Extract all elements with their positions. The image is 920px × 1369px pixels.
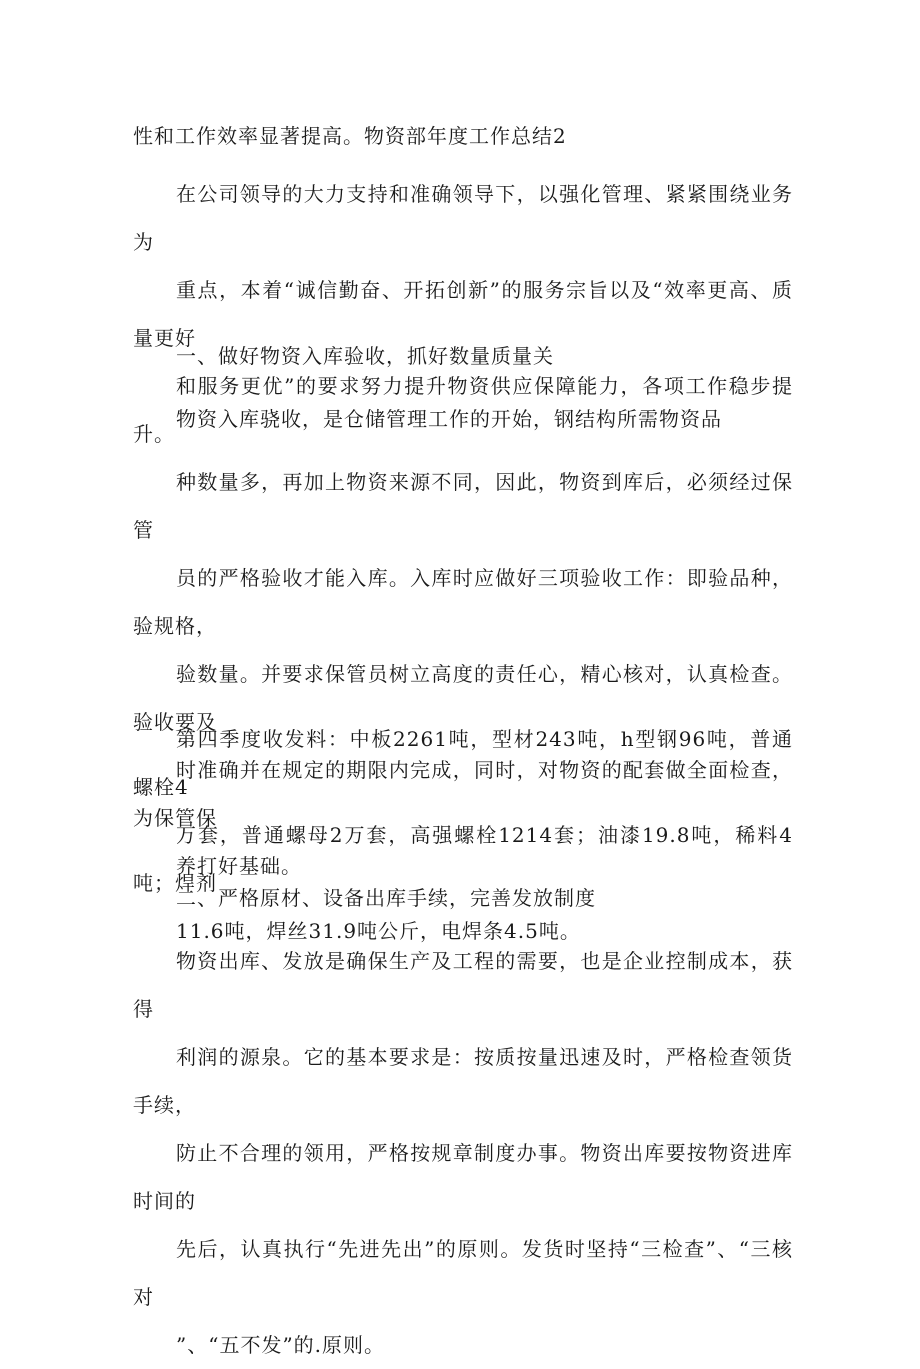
text-line: 和服务更优”的要求努力提升物资供应保障能力，各项工作稳步提升。 — [133, 374, 793, 446]
text-line: 重点，本着“诚信勤奋、开拓创新”的服务宗旨以及“效率更高、质量更好 — [133, 278, 793, 350]
text-line: 第四季度收发料：中板2261吨，型材243吨，h型钢96吨，普通螺栓4 — [133, 727, 793, 799]
section-heading-2 — [133, 874, 793, 922]
paragraph-inbound-intro — [133, 395, 793, 443]
text-line: 时准确并在规定的期限内完成，同时，对物资的配套做全面检查，为保管保 — [133, 758, 793, 830]
text-line: 验数量。并要求保管员树立高度的责任心，精心核对，认真检查。验收要及 — [133, 662, 793, 734]
text-line: 先后，认真执行“先进先出”的原则。发货时坚持“三检查”、“三核对 — [133, 1237, 793, 1309]
text-line: 种数量多，再加上物资来源不同，因此，物资到库后，必须经过保管 — [133, 470, 793, 542]
text-line: ”、“五不发”的.原则。 — [176, 1333, 386, 1357]
text-line: 在公司领导的大力支持和准确领导下，以强化管理、紧紧围绕业务为 — [133, 182, 793, 254]
text-line: 11.6吨，焊丝31.9吨公斤，电焊条4.5吨。 — [176, 919, 581, 943]
text-line: 利润的源泉。它的基本要求是：按质按量迅速及时，严格检查领货手续， — [133, 1045, 793, 1117]
text-line: 二、严格原材、设备出库手续，完善发放制度 — [176, 886, 596, 910]
text-line: 物资入库骁收，是仓储管理工作的开始，钢结构所需物资品 — [176, 407, 722, 431]
text-line: 一、做好物资入库验收，抓好数量质量关 — [176, 344, 554, 368]
text-line: 员的严格验收才能入库。入库时应做好三项验收工作：即验品种，验规格， — [133, 566, 793, 638]
section-heading-1 — [133, 332, 793, 380]
text-line: 万套，普通螺母2万套，高强螺栓1214套；油漆19.8吨，稀料4吨；焊剂 — [133, 823, 793, 895]
paragraph-continuation — [133, 112, 793, 160]
paragraph-outbound — [133, 937, 793, 1369]
text-line: 防止不合理的领用，严格按规章制度办事。物资出库要按物资进库时间的 — [133, 1141, 793, 1213]
text-line: 性和工作效率显著提高。物资部年度工作总结2 — [133, 124, 567, 148]
text-line: 物资出库、发放是确保生产及工程的需要，也是企业控制成本，获得 — [133, 949, 793, 1021]
text-line: 养打好基础。 — [176, 854, 302, 878]
